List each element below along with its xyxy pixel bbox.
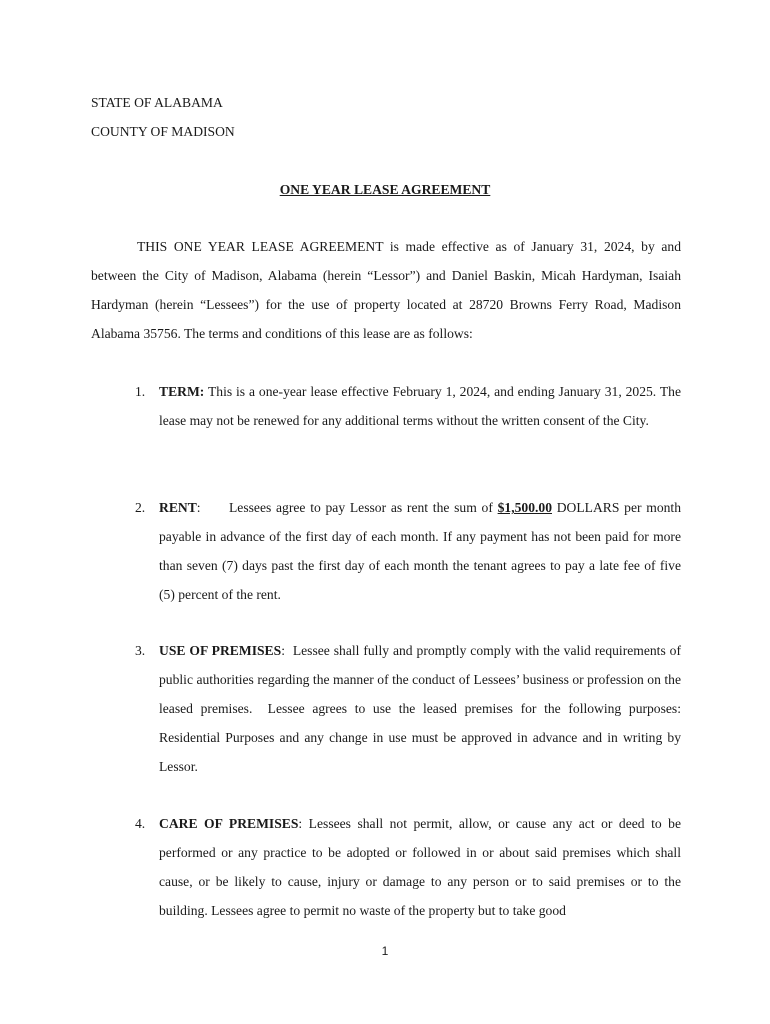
page-number: 1: [381, 944, 389, 958]
section-text: : Lessees shall not permit, allow, or cause any act or deed to be performed or any practice to be adopted or followed in or about said premises which shall cause, or be likely to cause, injury or damage to any person or to said premises or to the building. Lessees agree to permit no waste of the property but to take good: [159, 816, 682, 918]
section-text: DOLLARS per month payable in advance of the first day of each month. If any payment has not been paid for more than seven (7) days past the first day of each month the tenant agrees to pay a late fee of five (5) percent of the rent.: [159, 500, 682, 602]
section-number: 4.: [135, 816, 146, 831]
rent-amount: $1,500.00: [497, 500, 552, 515]
section-number: 3.: [135, 643, 146, 658]
section-number: 1.: [135, 384, 146, 399]
state-heading: STATE OF ALABAMA: [91, 95, 223, 110]
section-number: 2.: [135, 500, 146, 515]
section-label: RENT: [159, 500, 197, 515]
section-body: [159, 636, 685, 781]
intro-paragraph: THIS ONE YEAR LEASE AGREEMENT is made effective as of January 31, 2024, by and between the City of Madison, Alabama (herein “Lessor”) and Daniel Baskin, Micah Hardyman, Isaiah Hardyman (herein “Lessees”) for the use of property located at 28720 Browns Ferry Road, Madison Alabama 35756. The terms and conditions of this lease are as follows:: [91, 239, 681, 341]
section-body: [159, 809, 681, 925]
section-label: TERM:: [159, 384, 205, 399]
section-text: : Lessee shall fully and promptly comply with the valid requirements of public authorities regarding the manner of the conduct of Lessees’ business or profession on the leased premises. Lessee agrees to use the leased premises for the following purposes: Residential Purposes and any change in use must be approved in advance and in writing by Lessor.: [159, 643, 685, 774]
section-label: CARE OF PREMISES: [159, 816, 299, 831]
section-body: [159, 377, 681, 435]
document-title: ONE YEAR LEASE AGREEMENT: [279, 182, 491, 197]
section-label: USE OF PREMISES: [159, 643, 282, 658]
section-text: : Lessees agree to pay Lessor as rent the sum of: [196, 500, 498, 515]
county-heading: COUNTY OF MADISON: [91, 124, 235, 139]
section-text: This is a one-year lease effective February 1, 2024, and ending January 31, 2025. The lease may not be renewed for any additional terms without the written consent of the City.: [159, 384, 681, 428]
section-body: [159, 493, 681, 609]
